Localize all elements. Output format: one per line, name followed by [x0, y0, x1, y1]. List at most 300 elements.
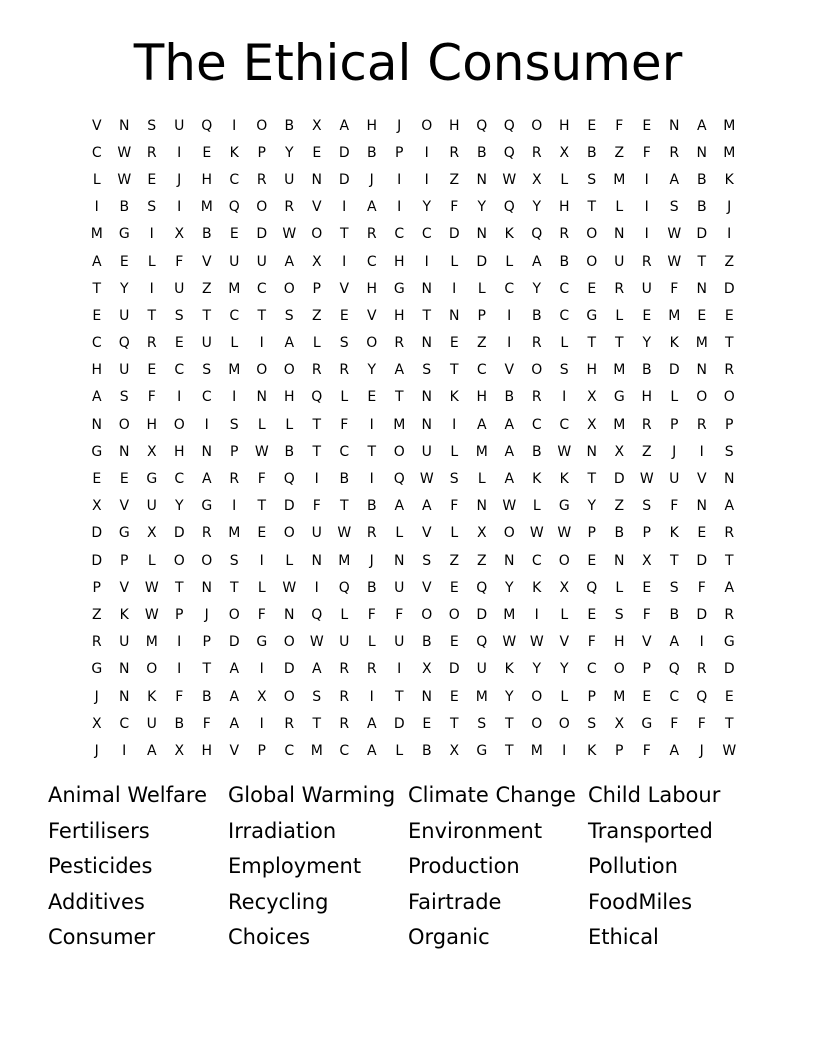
- grid-letter: S: [422, 362, 432, 379]
- grid-letter: I: [177, 661, 182, 678]
- grid-letter: X: [146, 443, 157, 460]
- grid-letter: F: [312, 498, 321, 515]
- grid-letter: M: [530, 742, 543, 759]
- grid-letter: T: [587, 471, 597, 488]
- grid-letter: C: [669, 688, 680, 705]
- grid-letter: Z: [476, 335, 487, 352]
- grid-letter: Q: [311, 606, 323, 623]
- grid-letter: N: [256, 389, 267, 406]
- grid-letter: A: [724, 579, 735, 596]
- grid-letter: P: [477, 307, 486, 324]
- grid-letter: Y: [532, 199, 542, 216]
- grid-letter: C: [586, 661, 597, 678]
- grid-letter: A: [504, 443, 515, 460]
- grid-letter: I: [562, 742, 567, 759]
- grid-letter: R: [284, 199, 295, 216]
- grid-letter: T: [339, 498, 349, 515]
- grid-letter: U: [119, 634, 130, 651]
- grid-letter: O: [311, 226, 323, 243]
- grid-letter: I: [314, 579, 319, 596]
- grid-letter: B: [366, 498, 377, 515]
- grid-letter: A: [91, 253, 102, 270]
- grid-letter: U: [669, 471, 680, 488]
- grid-letter: V: [641, 634, 652, 651]
- grid-letter: F: [257, 471, 266, 488]
- grid-letter: S: [587, 171, 597, 188]
- grid-letter: A: [421, 498, 432, 515]
- grid-letter: P: [257, 742, 266, 759]
- grid-letter: H: [283, 389, 295, 406]
- grid-letter: J: [94, 688, 99, 705]
- grid-letter: P: [642, 525, 651, 542]
- grid-letter: R: [394, 335, 405, 352]
- grid-letter: X: [614, 443, 625, 460]
- grid-letter: M: [695, 335, 708, 352]
- grid-letter: L: [450, 525, 459, 542]
- grid-letter: L: [560, 688, 569, 705]
- grid-letter: I: [94, 199, 99, 216]
- grid-letter: G: [641, 715, 653, 732]
- grid-letter: P: [202, 634, 211, 651]
- grid-letter: P: [670, 416, 679, 433]
- grid-letter: J: [727, 199, 732, 216]
- grid-letter: T: [504, 742, 514, 759]
- grid-letter: S: [229, 416, 239, 433]
- grid-letter: E: [147, 362, 157, 379]
- grid-letter: D: [613, 471, 625, 488]
- grid-letter: L: [285, 416, 294, 433]
- grid-letter: I: [259, 661, 264, 678]
- grid-letter: A: [394, 498, 405, 515]
- grid-letter: K: [587, 742, 597, 759]
- grid-letter: C: [531, 552, 542, 569]
- grid-letter: G: [118, 226, 130, 243]
- grid-letter: D: [696, 606, 708, 623]
- grid-letter: U: [256, 253, 267, 270]
- grid-letter: L: [450, 443, 459, 460]
- grid-letter: E: [312, 144, 322, 161]
- grid-letter: I: [177, 144, 182, 161]
- grid-letter: I: [507, 335, 512, 352]
- grid-letter: Q: [476, 117, 488, 134]
- grid-letter: G: [91, 661, 103, 678]
- grid-letter: V: [229, 742, 240, 759]
- grid-letter: B: [284, 117, 295, 134]
- grid-letter: T: [367, 443, 377, 460]
- grid-letter: H: [558, 117, 570, 134]
- grid-letter: I: [369, 416, 374, 433]
- grid-letter: W: [667, 226, 682, 243]
- grid-letter: O: [393, 443, 405, 460]
- grid-letter: F: [670, 498, 679, 515]
- word-list-item: Additives: [48, 889, 145, 914]
- grid-letter: L: [615, 199, 624, 216]
- grid-letter: U: [641, 280, 652, 297]
- grid-letter: F: [697, 579, 706, 596]
- grid-letter: D: [338, 144, 350, 161]
- grid-letter: X: [586, 389, 597, 406]
- grid-letter: E: [587, 552, 597, 569]
- grid-letter: E: [257, 525, 267, 542]
- word-list-item: Irradiation: [228, 818, 337, 843]
- grid-letter: G: [393, 280, 405, 297]
- grid-row: [83, 275, 743, 302]
- grid-letter: N: [421, 416, 432, 433]
- grid-letter: Q: [118, 335, 130, 352]
- grid-letter: F: [367, 606, 376, 623]
- grid-letter: R: [146, 335, 157, 352]
- word-list-item: Consumer: [48, 925, 156, 950]
- grid-letter: S: [147, 199, 157, 216]
- grid-letter: L: [340, 606, 349, 623]
- grid-letter: U: [394, 634, 405, 651]
- grid-letter: Z: [449, 171, 460, 188]
- grid-letter: J: [177, 171, 182, 188]
- grid-letter: Q: [476, 634, 488, 651]
- grid-letter: I: [342, 199, 347, 216]
- grid-letter: I: [177, 634, 182, 651]
- grid-letter: C: [174, 362, 185, 379]
- grid-letter: O: [448, 606, 460, 623]
- grid-letter: G: [201, 498, 213, 515]
- grid-row: [83, 520, 743, 547]
- grid-letter: R: [531, 144, 542, 161]
- grid-letter: Y: [119, 280, 129, 297]
- grid-letter: W: [282, 226, 297, 243]
- grid-letter: X: [311, 253, 322, 270]
- grid-letter: O: [421, 606, 433, 623]
- grid-letter: E: [202, 144, 212, 161]
- grid-letter: S: [202, 362, 212, 379]
- grid-letter: O: [558, 715, 570, 732]
- grid-letter: U: [614, 253, 625, 270]
- grid-letter: W: [117, 144, 132, 161]
- grid-letter: O: [256, 117, 268, 134]
- grid-letter: K: [669, 525, 679, 542]
- grid-letter: S: [669, 199, 679, 216]
- grid-letter: P: [312, 280, 321, 297]
- grid-row: [83, 601, 743, 628]
- grid-letter: B: [421, 742, 432, 759]
- grid-letter: I: [644, 199, 649, 216]
- grid-letter: H: [201, 171, 213, 188]
- grid-letter: N: [311, 552, 322, 569]
- grid-letter: H: [613, 634, 625, 651]
- grid-letter: D: [256, 226, 268, 243]
- grid-letter: C: [91, 335, 102, 352]
- page-title: The Ethical Consumer: [133, 34, 683, 92]
- grid-letter: F: [450, 199, 459, 216]
- grid-row: [83, 357, 743, 384]
- grid-letter: Z: [641, 443, 652, 460]
- grid-letter: H: [448, 117, 460, 134]
- grid-letter: E: [147, 171, 157, 188]
- grid-letter: L: [367, 634, 376, 651]
- grid-letter: B: [614, 525, 625, 542]
- grid-letter: X: [559, 579, 570, 596]
- grid-letter: V: [311, 199, 322, 216]
- grid-letter: S: [477, 715, 487, 732]
- grid-letter: P: [175, 606, 184, 623]
- grid-letter: A: [284, 253, 295, 270]
- grid-letter: C: [421, 226, 432, 243]
- grid-letter: B: [641, 362, 652, 379]
- grid-letter: F: [175, 253, 184, 270]
- grid-letter: I: [232, 389, 237, 406]
- grid-letter: X: [174, 742, 185, 759]
- grid-letter: I: [534, 606, 539, 623]
- grid-letter: P: [120, 552, 129, 569]
- grid-letter: N: [421, 335, 432, 352]
- grid-letter: A: [531, 253, 542, 270]
- grid-letter: F: [175, 688, 184, 705]
- grid-letter: W: [529, 634, 544, 651]
- grid-letter: D: [696, 552, 708, 569]
- grid-letter: M: [145, 634, 158, 651]
- grid-letter: E: [642, 117, 652, 134]
- grid-letter: B: [504, 389, 515, 406]
- grid-letter: O: [228, 606, 240, 623]
- grid-letter: V: [559, 634, 570, 651]
- grid-letter: N: [449, 307, 460, 324]
- grid-letter: V: [504, 362, 515, 379]
- grid-letter: X: [531, 171, 542, 188]
- grid-letter: F: [202, 715, 211, 732]
- grid-letter: H: [91, 362, 103, 379]
- grid-letter: N: [201, 579, 212, 596]
- grid-letter: R: [339, 688, 350, 705]
- grid-row: [83, 330, 743, 357]
- grid-letter: M: [228, 280, 241, 297]
- grid-letter: N: [476, 498, 487, 515]
- grid-letter: H: [393, 253, 405, 270]
- grid-letter: Z: [201, 280, 212, 297]
- grid-letter: A: [394, 362, 405, 379]
- grid-letter: Y: [532, 661, 542, 678]
- grid-letter: N: [421, 280, 432, 297]
- grid-letter: Y: [174, 498, 184, 515]
- grid-letter: L: [147, 552, 156, 569]
- word-list-item: Transported: [588, 818, 713, 843]
- word-list-item: Fairtrade: [408, 889, 502, 914]
- grid-letter: P: [587, 525, 596, 542]
- grid-letter: D: [393, 715, 405, 732]
- word-list-item: Animal Welfare: [48, 783, 207, 807]
- grid-letter: M: [668, 307, 681, 324]
- grid-letter: N: [504, 552, 515, 569]
- grid-letter: E: [724, 688, 734, 705]
- grid-letter: P: [642, 661, 651, 678]
- grid-letter: B: [201, 226, 212, 243]
- grid-letter: E: [587, 117, 597, 134]
- grid-letter: V: [201, 253, 212, 270]
- grid-letter: R: [696, 416, 707, 433]
- grid-letter: A: [229, 688, 240, 705]
- grid-letter: E: [697, 307, 707, 324]
- grid-letter: I: [644, 226, 649, 243]
- grid-letter: V: [421, 579, 432, 596]
- grid-letter: W: [309, 634, 324, 651]
- grid-letter: A: [476, 416, 487, 433]
- grid-letter: A: [146, 742, 157, 759]
- grid-letter: R: [366, 661, 377, 678]
- grid-letter: E: [119, 471, 129, 488]
- grid-letter: V: [119, 579, 130, 596]
- grid-letter: O: [146, 661, 158, 678]
- word-list-item: Environment: [408, 818, 543, 843]
- grid-letter: T: [697, 253, 707, 270]
- grid-letter: X: [146, 525, 157, 542]
- grid-row: [83, 493, 743, 520]
- word-list-item: Pollution: [588, 854, 678, 879]
- grid-letter: K: [504, 661, 514, 678]
- grid-letter: U: [119, 307, 130, 324]
- grid-letter: X: [256, 688, 267, 705]
- grid-letter: I: [369, 688, 374, 705]
- grid-letter: N: [394, 552, 405, 569]
- grid-letter: X: [559, 144, 570, 161]
- grid-letter: T: [587, 335, 597, 352]
- grid-letter: Z: [311, 307, 322, 324]
- grid-letter: E: [92, 307, 102, 324]
- grid-letter: D: [91, 525, 103, 542]
- grid-letter: E: [92, 471, 102, 488]
- grid-letter: Q: [503, 117, 515, 134]
- grid-letter: J: [397, 117, 402, 134]
- grid-letter: O: [723, 389, 735, 406]
- grid-letter: F: [147, 389, 156, 406]
- grid-letter: M: [310, 742, 323, 759]
- grid-letter: D: [173, 525, 185, 542]
- grid-letter: A: [669, 171, 680, 188]
- letter-grid: [83, 112, 743, 765]
- grid-letter: F: [615, 117, 624, 134]
- grid-letter: R: [201, 525, 212, 542]
- grid-letter: I: [507, 307, 512, 324]
- grid-letter: L: [532, 498, 541, 515]
- grid-letter: S: [587, 715, 597, 732]
- grid-letter: J: [672, 443, 677, 460]
- word-list-item: Choices: [228, 925, 311, 950]
- grid-letter: I: [424, 253, 429, 270]
- grid-row: [83, 411, 743, 438]
- grid-letter: C: [394, 226, 405, 243]
- grid-letter: M: [723, 144, 736, 161]
- grid-letter: U: [174, 117, 185, 134]
- grid-letter: C: [119, 715, 130, 732]
- grid-letter: T: [229, 579, 239, 596]
- grid-letter: W: [667, 253, 682, 270]
- grid-letter: E: [587, 606, 597, 623]
- grid-letter: O: [586, 226, 598, 243]
- grid-letter: R: [339, 362, 350, 379]
- grid-letter: W: [419, 471, 434, 488]
- grid-letter: N: [696, 280, 707, 297]
- grid-letter: I: [177, 199, 182, 216]
- grid-letter: A: [229, 661, 240, 678]
- grid-letter: K: [532, 579, 542, 596]
- grid-letter: I: [562, 389, 567, 406]
- grid-row: [83, 384, 743, 411]
- grid-letter: A: [366, 199, 377, 216]
- grid-letter: J: [369, 171, 374, 188]
- grid-letter: B: [531, 443, 542, 460]
- grid-letter: A: [91, 389, 102, 406]
- grid-letter: P: [395, 144, 404, 161]
- grid-letter: D: [283, 498, 295, 515]
- grid-letter: V: [696, 471, 707, 488]
- grid-letter: R: [91, 634, 102, 651]
- grid-letter: R: [366, 226, 377, 243]
- grid-letter: F: [450, 498, 459, 515]
- grid-letter: Z: [724, 253, 735, 270]
- grid-letter: O: [586, 253, 598, 270]
- word-list-item: Recycling: [228, 889, 329, 914]
- grid-letter: Y: [504, 688, 514, 705]
- grid-letter: R: [724, 362, 735, 379]
- grid-letter: R: [724, 525, 735, 542]
- grid-letter: C: [559, 416, 570, 433]
- grid-letter: I: [452, 416, 457, 433]
- grid-letter: N: [696, 144, 707, 161]
- grid-letter: T: [312, 443, 322, 460]
- grid-letter: B: [476, 144, 487, 161]
- grid-letter: S: [449, 471, 459, 488]
- grid-row: [83, 683, 743, 710]
- grid-letter: U: [339, 634, 350, 651]
- grid-letter: Z: [449, 552, 460, 569]
- grid-letter: R: [641, 416, 652, 433]
- grid-letter: W: [117, 171, 132, 188]
- grid-letter: C: [531, 416, 542, 433]
- grid-letter: U: [311, 525, 322, 542]
- grid-letter: S: [119, 389, 129, 406]
- grid-letter: L: [340, 389, 349, 406]
- grid-letter: M: [613, 416, 626, 433]
- grid-letter: T: [394, 389, 404, 406]
- grid-letter: O: [283, 688, 295, 705]
- grid-letter: I: [232, 117, 237, 134]
- grid-letter: W: [502, 498, 517, 515]
- grid-letter: T: [202, 307, 212, 324]
- grid-letter: I: [177, 389, 182, 406]
- grid-row: [83, 710, 743, 737]
- grid-letter: O: [421, 117, 433, 134]
- grid-letter: E: [449, 688, 459, 705]
- grid-letter: T: [724, 335, 734, 352]
- grid-letter: Y: [367, 362, 377, 379]
- grid-letter: U: [229, 253, 240, 270]
- word-list-item: Global Warming: [228, 783, 396, 807]
- grid-letter: B: [421, 634, 432, 651]
- word-list-item: Employment: [228, 854, 362, 879]
- grid-letter: U: [284, 171, 295, 188]
- grid-letter: Y: [477, 199, 487, 216]
- grid-letter: F: [670, 715, 679, 732]
- grid-row: [83, 194, 743, 221]
- grid-letter: I: [122, 742, 127, 759]
- grid-row: [83, 139, 743, 166]
- grid-letter: Y: [284, 144, 294, 161]
- grid-letter: M: [200, 199, 213, 216]
- grid-letter: D: [448, 661, 460, 678]
- grid-letter: M: [228, 362, 241, 379]
- grid-letter: A: [724, 498, 735, 515]
- grid-letter: L: [477, 280, 486, 297]
- grid-letter: R: [256, 171, 267, 188]
- grid-letter: V: [91, 117, 102, 134]
- grid-letter: L: [450, 253, 459, 270]
